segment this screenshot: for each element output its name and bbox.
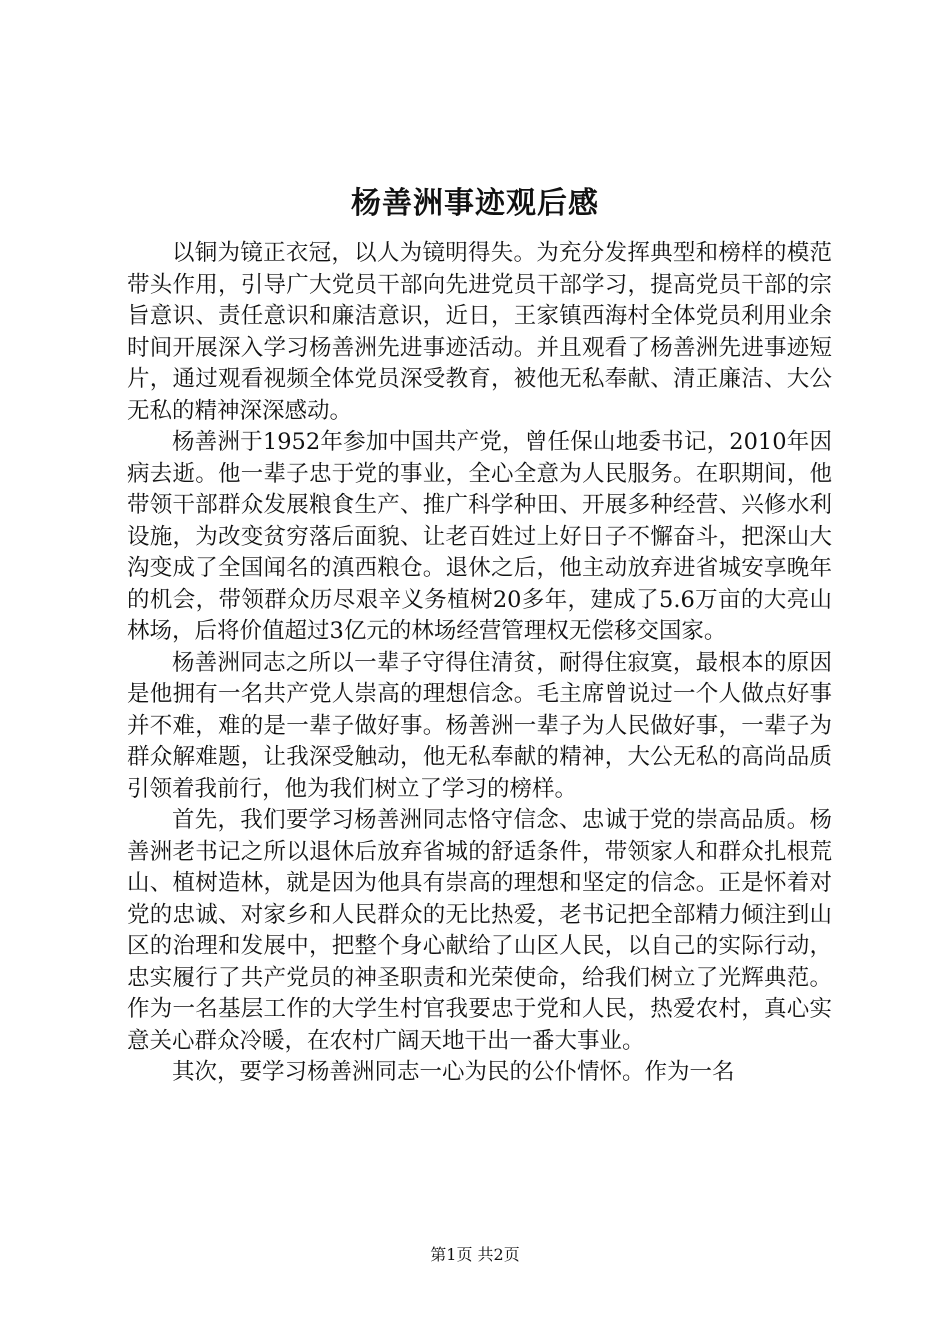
paragraph-5: 其次，要学习杨善洲同志一心为民的公仆情怀。作为一名 (172, 1059, 735, 1085)
document-title: 杨善洲事迹观后感 (351, 186, 599, 221)
paragraph-1: 以铜为镜正衣冠，以人为镜明得失。为充分发挥典型和榜样的模范带头作用，引导广大党员干部向先进党员干部学习，提高党员干部的宗旨意识、责任意识和廉洁意识，近日，王家镇西海村全体党员利用业余时间开展深入学习杨善洲先进事迹活动。并且观看了杨善洲先进事迹短片，通过观看视频全体党员深受教育，被他无私奉献、清正廉洁、大公无私的精神深深感动。 (127, 240, 832, 424)
page-footer: 第1页 共2页 (430, 1245, 520, 1264)
paragraph-3: 杨善洲同志之所以一辈子守得住清贫，耐得住寂寞，最根本的原因是他拥有一名共产党人崇高的理想信念。毛主席曾说过一个人做点好事并不难，难的是一辈子做好事。杨善洲一辈子为人民做好事，一辈子为群众解难题，让我深受触动，他无私奉献的精神，大公无私的高尚品质引领着我前行，他为我们树立了学习的榜样。 (127, 649, 832, 802)
paragraph-2: 杨善洲于1952年参加中国共产党，曾任保山地委书记，2010年因病去逝。他一辈子忠于党的事业，全心全意为人民服务。在职期间，他带领干部群众发展粮食生产、推广科学种田、开展多种经营、兴修水利设施，为改变贫穷落后面貌、让老百姓过上好日子不懈奋斗，把深山大沟变成了全国闻名的滇西粮仓。退休之后，他主动放弃进省城安享晚年的机会，带领群众历尽艰辛义务植树20多年，建成了5.6万亩的大亮山林场，后将价值超过3亿元的林场经营管理权无偿移交国家。 (127, 429, 832, 644)
paragraph-4: 首先，我们要学习杨善洲同志恪守信念、忠诚于党的崇高品质。杨善洲老书记之所以退休后放弃省城的舒适条件，带领家人和群众扎根荒山、植树造林，就是因为他具有崇高的理想和坚定的信念。正是怀着对党的忠诚、对家乡和人民群众的无比热爱，老书记把全部精力倾注到山区的治理和发展中，把整个身心献给了山区人民，以自己的实际行动，忠实履行了共产党员的神圣职责和光荣使命，给我们树立了光辉典范。作为一名基层工作的大学生村官我要忠于党和人民，热爱农村，真心实意关心群众冷暖，在农村广阔天地干出一番大事业。 (127, 807, 832, 1054)
document-body (127, 238, 832, 1089)
